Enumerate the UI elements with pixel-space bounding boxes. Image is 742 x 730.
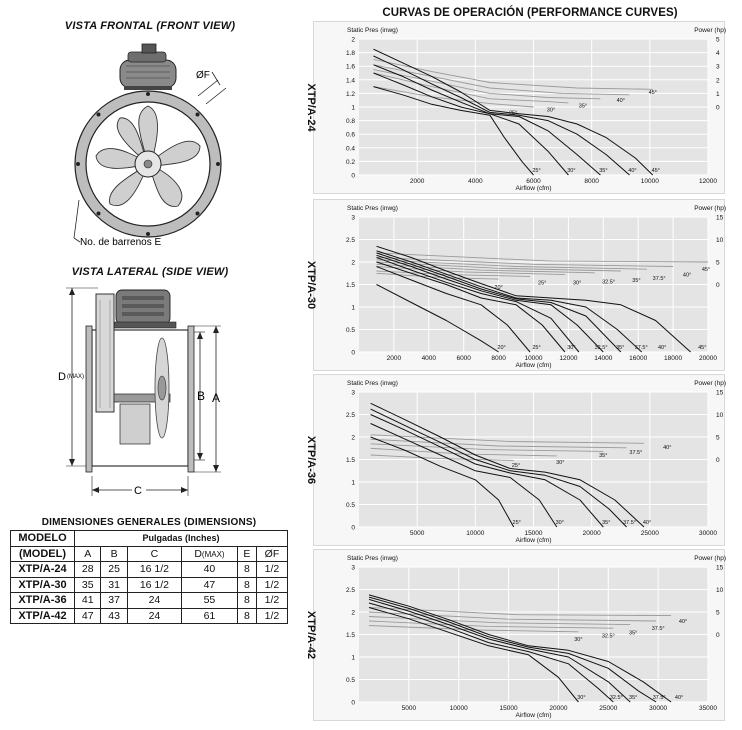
- y2-tick-label: 10: [716, 412, 724, 419]
- y-tick-label: 2.5: [345, 412, 355, 419]
- x-tick-label: 5000: [409, 530, 425, 537]
- y2-axis-label: Power (hp): [694, 205, 726, 212]
- holes-leader: [74, 200, 79, 238]
- power-curve-label: 25°: [538, 280, 547, 287]
- pressure-curve-label: 35°: [599, 168, 608, 174]
- cell-b: 25: [101, 562, 127, 578]
- pressure-curve-label: 45°: [651, 168, 660, 174]
- cell-b: 43: [101, 608, 127, 624]
- cell-d: 61: [182, 608, 238, 624]
- x-tick-label: 20000: [698, 355, 718, 362]
- y-tick-label: 0.5: [345, 502, 355, 509]
- table-row: [11, 593, 288, 609]
- y2-tick-label: 0: [716, 104, 720, 112]
- power-curve-label: 20°: [494, 284, 503, 291]
- cell-c: 16 1/2: [127, 577, 181, 593]
- model-label: XTP/A-30: [305, 260, 317, 310]
- dimensions-table: [10, 530, 288, 624]
- x-tick-label: 30000: [649, 705, 668, 712]
- y-axis-label: Static Pres (inwg): [347, 555, 398, 562]
- pressure-curve-label: 35°: [616, 345, 625, 351]
- pressure-curve-label: 30°: [577, 695, 586, 701]
- col-d: [182, 546, 238, 562]
- col-b: B: [101, 546, 127, 562]
- y-tick-label: 0: [351, 349, 355, 357]
- table-row: [11, 562, 288, 578]
- y-tick-label: 2.5: [345, 237, 355, 244]
- chart-panel-xtp-a-42: [305, 549, 726, 721]
- b-dimension-label: B: [197, 389, 206, 403]
- y-tick-label: 1.2: [345, 90, 355, 98]
- cell-e: 8: [237, 608, 256, 624]
- performance-chart: [305, 375, 726, 545]
- dimensions-title: DIMENSIONES GENERALES (DIMENSIONS): [41, 517, 257, 528]
- cell-d: 47: [182, 577, 238, 593]
- y-tick-label: 0.2: [345, 158, 355, 166]
- y-tick-label: 1.5: [345, 632, 355, 639]
- cell-e: 8: [237, 593, 256, 609]
- x-tick-label: 2000: [409, 178, 425, 185]
- chart-panel-xtp-a-30: [305, 199, 726, 371]
- cell-a: 35: [75, 577, 101, 593]
- col-e: E: [237, 546, 256, 562]
- x-tick-label: 2000: [386, 355, 402, 362]
- power-curve-label: 35°: [629, 630, 638, 637]
- power-curve-label: 25°: [508, 110, 518, 117]
- y2-tick-label: 5: [716, 434, 720, 442]
- pressure-curve-label: 30°: [555, 520, 564, 526]
- y-tick-label: 1.5: [345, 457, 355, 464]
- y-tick-label: 1: [351, 104, 355, 112]
- x-tick-label: 12000: [698, 178, 718, 185]
- holes-label: No. de barrenos E: [80, 237, 162, 248]
- pressure-curve-label: 45°: [698, 345, 707, 351]
- x-tick-label: 10000: [640, 178, 659, 185]
- d-dimension-sub: (MAX): [67, 374, 84, 380]
- y2-tick-label: 3: [716, 63, 720, 71]
- x-tick-label: 25000: [599, 705, 618, 712]
- pressure-curve-label: 25°: [512, 520, 521, 526]
- y-tick-label: 0.8: [345, 118, 355, 126]
- col-a: A: [75, 546, 101, 562]
- x-tick-label: 30000: [698, 530, 718, 537]
- pressure-curve-label: 37.5°: [634, 345, 648, 351]
- model-header-1: MODELO: [18, 532, 67, 545]
- cell-c: 24: [127, 593, 181, 609]
- x-tick-label: 35000: [698, 705, 718, 712]
- power-curve-label: 30°: [574, 637, 583, 643]
- cell-a: 41: [75, 593, 101, 609]
- x-tick-label: 15000: [524, 530, 543, 537]
- row-model: XTP/A-36: [11, 593, 75, 609]
- x-tick-label: 12000: [559, 355, 578, 362]
- model-header: [11, 531, 75, 547]
- power-curve-label: 40°: [682, 272, 692, 279]
- pressure-curve-label: 40°: [674, 695, 684, 701]
- pressure-curve-label: 30°: [567, 345, 576, 351]
- y-tick-label: 0.5: [345, 327, 355, 334]
- power-curve-label: 30°: [556, 459, 565, 466]
- side-view-title: VISTA LATERAL (SIDE VIEW): [71, 266, 229, 278]
- x-tick-label: 16000: [629, 355, 648, 362]
- y-tick-label: 2: [351, 36, 355, 44]
- x-tick-label: 5000: [401, 705, 417, 712]
- col-c: C: [127, 546, 181, 562]
- front-view-drawing: [40, 34, 280, 250]
- chart-panel-xtp-a-36: [305, 374, 726, 546]
- cell-d: 40: [182, 562, 238, 578]
- units-header: Pulgadas (Inches): [75, 531, 288, 547]
- y-axis-label: Static Pres (inwg): [347, 205, 398, 212]
- cell-f: 1/2: [256, 562, 287, 578]
- x-axis-label: Airflow (cfm): [515, 712, 552, 719]
- cell-b: 31: [101, 577, 127, 593]
- model-header-en: (MODEL): [11, 546, 75, 562]
- f-dimension-label: ØF: [196, 70, 210, 81]
- power-curve-label: 30°: [572, 280, 582, 287]
- pressure-curve-label: 35°: [629, 695, 638, 701]
- c-dimension-label: C: [134, 485, 142, 497]
- y-tick-label: 1.6: [345, 63, 355, 71]
- pressure-curve-label: 35°: [602, 520, 611, 526]
- y-tick-label: 0.5: [345, 677, 355, 684]
- chart-panel-xtp-a-24: [305, 21, 726, 194]
- pressure-curve-label: 40°: [628, 168, 637, 174]
- cell-f: 1/2: [256, 593, 287, 609]
- y-tick-label: 1: [351, 479, 355, 487]
- pressure-curve-label: 37.5°: [623, 520, 637, 526]
- power-curve-label: 30°: [546, 107, 556, 114]
- y-tick-label: 0: [351, 172, 355, 180]
- x-tick-label: 10000: [449, 705, 468, 712]
- table-row: [11, 577, 288, 593]
- y-tick-label: 0: [351, 524, 355, 532]
- y2-axis-label: Power (hp): [694, 555, 726, 562]
- power-curve-label: 35°: [578, 103, 588, 110]
- y-tick-label: 3: [351, 214, 355, 222]
- y-tick-label: 2.5: [345, 587, 355, 594]
- power-curve-label: 35°: [599, 453, 608, 459]
- table-row: [11, 608, 288, 624]
- cell-a: 28: [75, 562, 101, 578]
- y2-tick-label: 15: [716, 214, 724, 222]
- x-tick-label: 4000: [468, 178, 483, 185]
- power-curve-label: 45°: [701, 266, 711, 273]
- y-tick-label: 0.4: [345, 145, 355, 153]
- x-tick-label: 20000: [582, 530, 601, 537]
- x-tick-label: 6000: [456, 355, 471, 362]
- front-view-title: VISTA FRONTAL (FRONT VIEW): [64, 20, 236, 32]
- x-tick-label: 8000: [491, 355, 506, 362]
- y-tick-label: 1: [351, 654, 355, 662]
- power-curve-label: 40°: [663, 444, 672, 451]
- pressure-curve-label: 30°: [567, 168, 576, 174]
- power-curve-label: 32.5°: [602, 279, 615, 286]
- x-tick-label: 25000: [640, 530, 659, 537]
- x-tick-label: 8000: [584, 178, 599, 185]
- y2-tick-label: 5: [716, 609, 720, 617]
- y2-tick-label: 0: [716, 632, 720, 639]
- y2-tick-label: 2: [716, 77, 720, 85]
- y2-tick-label: 10: [716, 587, 724, 594]
- y-tick-label: 1: [351, 304, 355, 312]
- power-curve-label: 40°: [616, 98, 625, 105]
- cell-f: 1/2: [256, 608, 287, 624]
- y-tick-label: 0: [351, 699, 355, 707]
- x-tick-label: 10000: [466, 530, 485, 537]
- y2-tick-label: 0: [716, 457, 720, 464]
- model-label: XTP/A-24: [305, 83, 317, 132]
- y-tick-label: 3: [351, 389, 355, 397]
- x-tick-label: 20000: [549, 705, 568, 712]
- power-curve-label: 37.5°: [629, 449, 643, 456]
- cell-a: 47: [75, 608, 101, 624]
- y-tick-label: 2: [351, 259, 355, 267]
- model-label: XTP/A-42: [305, 610, 317, 660]
- d-dimension-label: D: [58, 371, 66, 383]
- x-tick-label: 14000: [594, 355, 613, 362]
- pressure-curve-label: 25°: [532, 345, 541, 351]
- performance-chart: [305, 22, 726, 193]
- y-tick-label: 2: [351, 609, 355, 617]
- y-axis-label: Static Pres (inwg): [347, 27, 398, 34]
- cell-d: 55: [182, 593, 238, 609]
- cell-e: 8: [237, 577, 256, 593]
- power-curve-label: 37.5°: [652, 275, 666, 282]
- col-d-label: D: [194, 547, 202, 560]
- front-motor: [120, 44, 176, 90]
- power-curve-label: 40°: [678, 619, 688, 625]
- pressure-curve-label: 32.5°: [594, 345, 608, 351]
- y2-tick-label: 15: [716, 564, 724, 572]
- y-tick-label: 0.6: [345, 131, 355, 139]
- row-model: XTP/A-30: [11, 577, 75, 593]
- y-tick-label: 2: [351, 434, 355, 442]
- y-tick-label: 1.5: [345, 282, 355, 289]
- x-axis-label: Airflow (cfm): [515, 537, 552, 544]
- power-curve-label: 45°: [648, 90, 657, 97]
- cell-f: 1/2: [256, 577, 287, 593]
- performance-chart: [305, 200, 726, 370]
- col-d-sub: (MAX): [201, 549, 225, 559]
- y2-tick-label: 4: [716, 50, 720, 58]
- y2-tick-label: 1: [716, 90, 720, 98]
- cell-e: 8: [237, 562, 256, 578]
- power-curve-label: 35°: [632, 278, 641, 284]
- curves-title: CURVAS DE OPERACIÓN (PERFORMANCE CURVES): [382, 7, 678, 19]
- pressure-curve-label: 40°: [657, 345, 667, 351]
- y2-tick-label: 10: [716, 237, 724, 244]
- y2-tick-label: 5: [716, 36, 720, 44]
- pressure-curve-label: 32.5°: [609, 695, 623, 701]
- y2-tick-label: 5: [716, 259, 720, 267]
- row-model: XTP/A-42: [11, 608, 75, 624]
- y-tick-label: 3: [351, 564, 355, 572]
- performance-chart: [305, 550, 726, 720]
- pressure-curve-label: 20°: [497, 345, 506, 351]
- x-tick-label: 10000: [524, 355, 543, 362]
- cell-c: 16 1/2: [127, 562, 181, 578]
- y2-tick-label: 15: [716, 389, 724, 397]
- a-dimension-label: A: [212, 391, 221, 405]
- y-axis-label: Static Pres (inwg): [347, 380, 398, 387]
- y2-axis-label: Power (hp): [694, 27, 726, 34]
- y2-axis-label: Power (hp): [694, 380, 726, 387]
- power-curve-label: 25°: [511, 462, 521, 469]
- pressure-curve-label: 40°: [642, 520, 652, 526]
- cell-c: 24: [127, 608, 181, 624]
- x-axis-label: Airflow (cfm): [515, 185, 552, 192]
- x-tick-label: 6000: [526, 178, 541, 185]
- y-tick-label: 1.4: [345, 77, 355, 85]
- x-tick-label: 18000: [664, 355, 683, 362]
- cell-b: 37: [101, 593, 127, 609]
- model-label: XTP/A-36: [305, 435, 317, 485]
- pressure-curve-label: 25°: [532, 168, 541, 174]
- x-tick-label: 15000: [499, 705, 518, 712]
- y-tick-label: 1.8: [345, 50, 355, 58]
- row-model: XTP/A-24: [11, 562, 75, 578]
- pressure-curve-label: 37.5°: [652, 695, 666, 701]
- side-view-drawing: [50, 280, 270, 502]
- x-axis-label: Airflow (cfm): [515, 362, 552, 369]
- col-f: ØF: [256, 546, 287, 562]
- power-curve-label: 32.5°: [601, 633, 615, 640]
- power-curve-label: 37.5°: [651, 625, 665, 632]
- y2-tick-label: 0: [716, 282, 720, 289]
- x-tick-label: 4000: [421, 355, 437, 362]
